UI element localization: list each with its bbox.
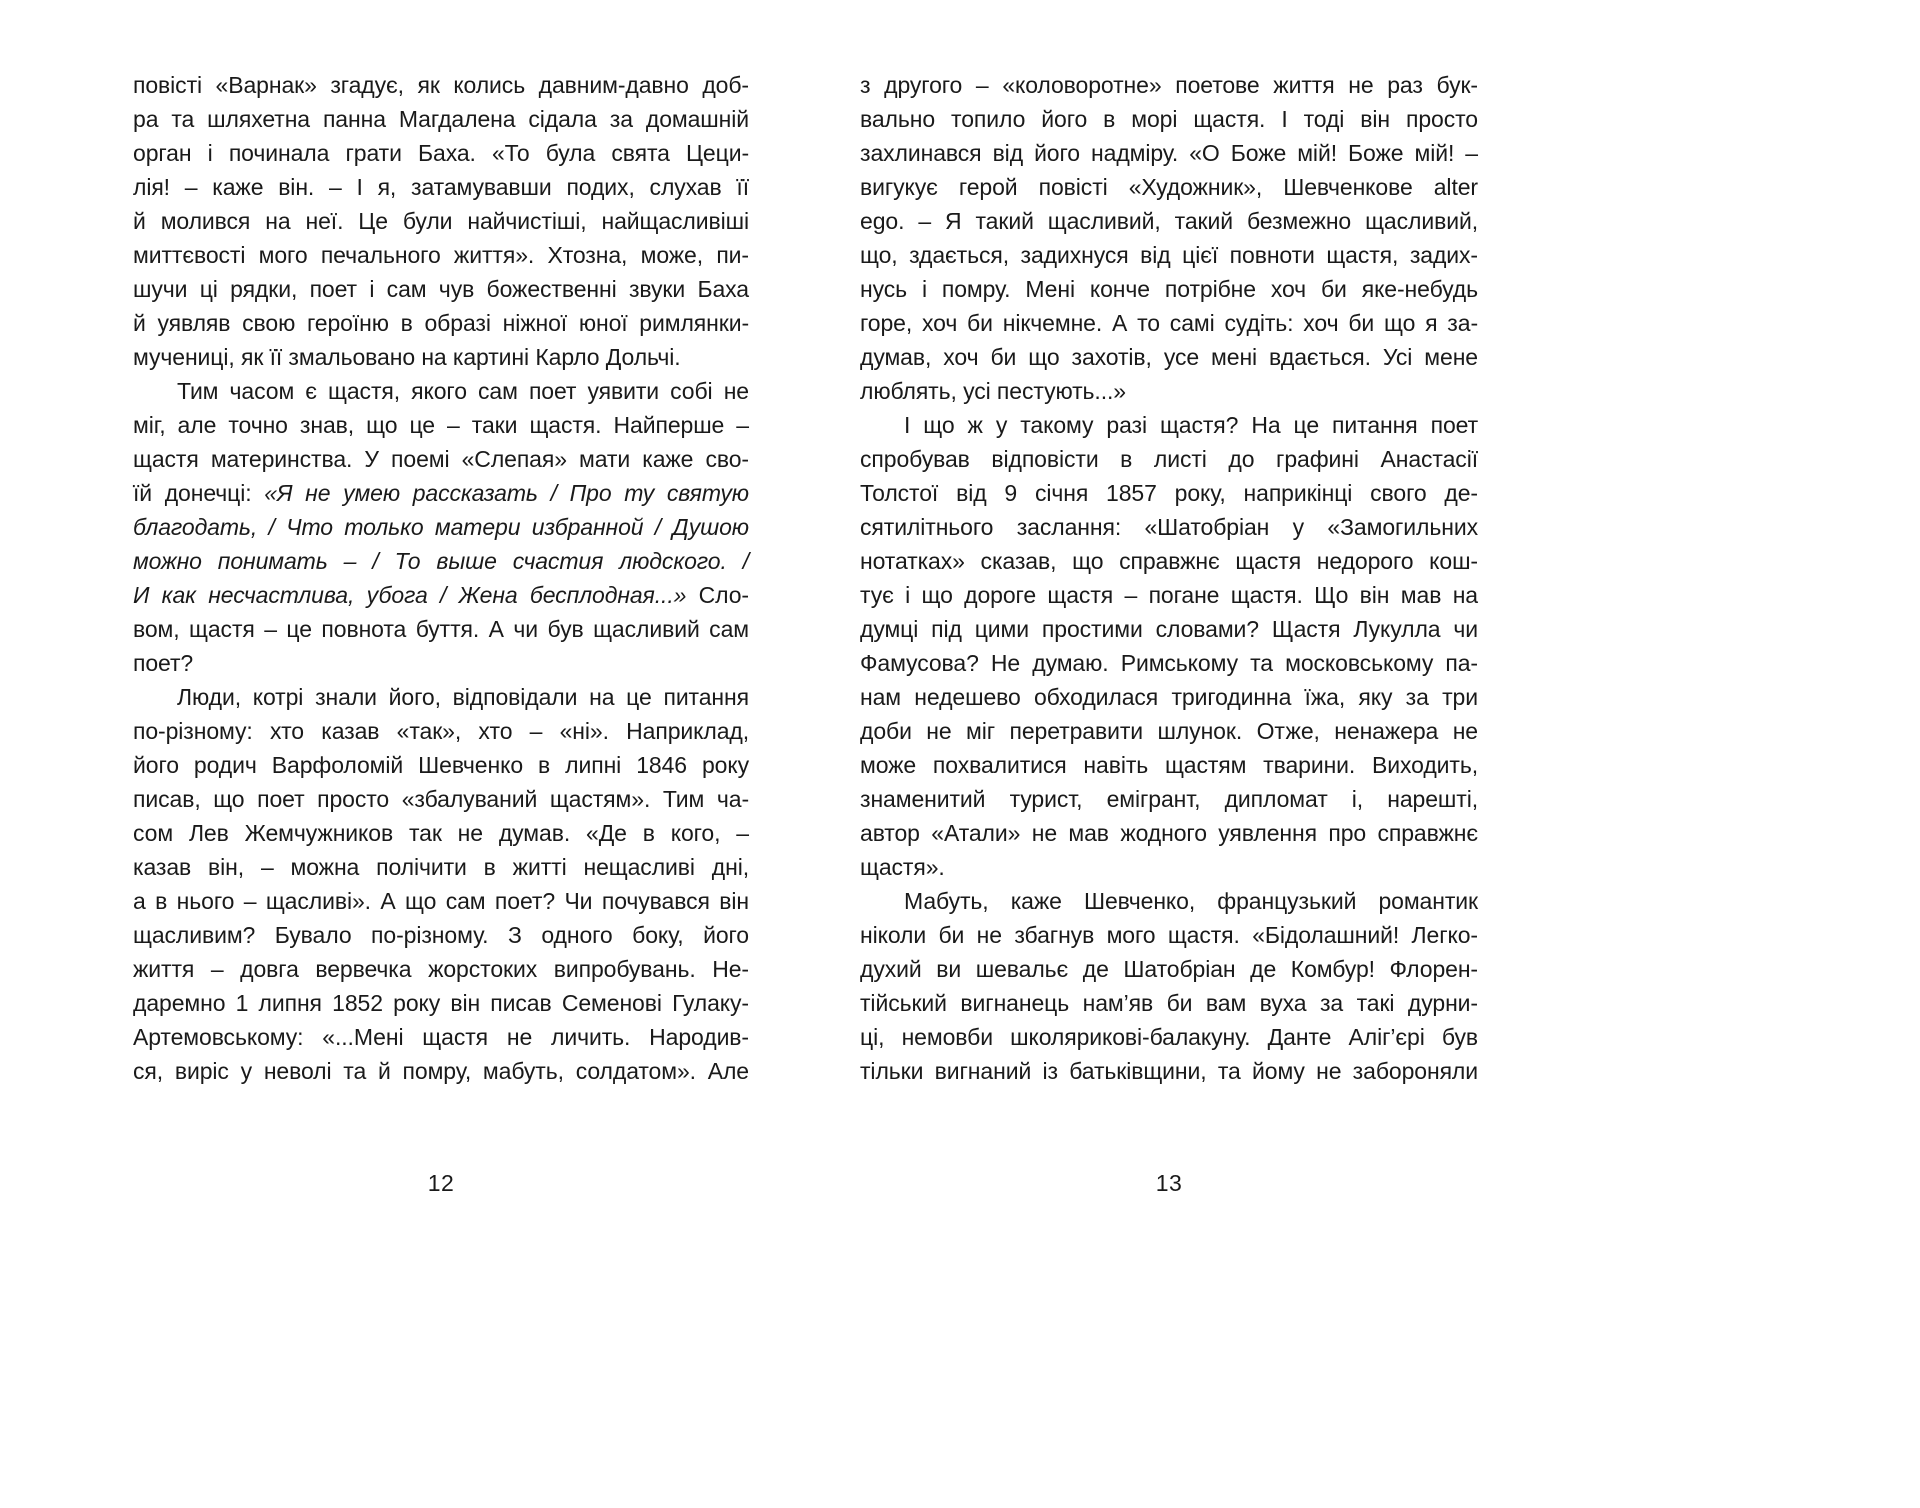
text-line (133, 136, 749, 170)
text-line (133, 374, 749, 408)
text-line (860, 884, 1478, 918)
page-number: 12 (427, 1170, 455, 1196)
text-line (133, 272, 749, 306)
text-segment: люблять, усі пестують...» (860, 378, 1126, 404)
text-line (860, 612, 1478, 646)
text-line (133, 612, 749, 646)
text-segment: нусь і помру. Мені конче потрібне хоч би яке-небудь (860, 276, 1478, 302)
text-line (133, 884, 749, 918)
text-segment: щастя». (860, 854, 945, 880)
text-line (860, 476, 1478, 510)
text-line (860, 578, 1478, 612)
text-segment: думці під цими простими словами? Щастя Лукулла чи (860, 616, 1478, 642)
page-text-column (133, 68, 749, 1088)
text-segment: доби не міг перетравити шлунок. Отже, ненажера не (860, 718, 1478, 744)
text-segment: поет? (133, 650, 194, 676)
text-line (133, 442, 749, 476)
text-line (133, 986, 749, 1020)
text-line (133, 68, 749, 102)
text-segment: Фамусова? Не думаю. Римському та московському па- (860, 650, 1478, 676)
text-line (860, 646, 1478, 680)
text-line (133, 306, 749, 340)
text-segment: їй донечці: (133, 480, 265, 506)
text-line (860, 340, 1478, 374)
text-segment: писав, що поет просто «збалуваний щастям». Тим ча- (133, 786, 749, 812)
text-segment: горе, хоч би нікчемне. А то самі судіть: хоч би що я за- (860, 310, 1478, 336)
text-segment: міг, але точно знав, що це – таки щастя. Найперше – (133, 412, 749, 438)
text-segment: може похвалитися навіть щастям тварини. Виходить, (860, 752, 1478, 778)
text-segment: миттєвості мого печального життя». Хтозна, може, пи- (133, 242, 749, 268)
text-segment: тільки вигнаний із батьківщини, та йому не забороняли (860, 1058, 1478, 1084)
text-line (133, 204, 749, 238)
text-segment: духий ви шевальє де Шатобріан де Комбур! Флорен- (860, 956, 1478, 982)
text-line (860, 306, 1478, 340)
text-line (133, 340, 749, 374)
text-segment: сом Лев Жемчужников так не думав. «Де в кого, – (133, 820, 749, 846)
text-line (133, 748, 749, 782)
text-segment: тійський вигнанець нам’яв би вам вуха за такі дурни- (860, 990, 1478, 1016)
page-number: 13 (1155, 1170, 1183, 1196)
text-line (133, 646, 749, 680)
text-line (133, 680, 749, 714)
text-line (133, 408, 749, 442)
text-line (860, 442, 1478, 476)
text-segment: Мабуть, каже Шевченко, французький романтик (904, 888, 1478, 914)
text-segment: вом, щастя – це повнота буття. А чи був щасливий сам (133, 616, 749, 642)
text-segment: його родич Варфоломій Шевченко в липні 1846 року (133, 752, 749, 778)
text-segment: тує і що дороге щастя – погане щастя. Що він мав на (860, 582, 1478, 608)
text-line (860, 714, 1478, 748)
page-text-column (860, 68, 1478, 1088)
text-segment: ego. – Я такий щасливий, такий безмежно щасливий, (860, 208, 1478, 234)
text-segment: нотатках» сказав, що справжнє щастя недорого кош- (860, 548, 1478, 574)
text-segment: мучениці, як її змальовано на картині Карло Дольчі. (133, 344, 681, 370)
text-line (133, 918, 749, 952)
text-segment: що, здається, задихнуся від цієї повноти щастя, задих- (860, 242, 1478, 268)
text-line (860, 816, 1478, 850)
text-line (860, 782, 1478, 816)
text-segment: шучи ці рядки, поет і сам чув божественні звуки Баха (133, 276, 749, 302)
verse-quote-segment: «Я не умею рассказать / Про ту святую (264, 480, 749, 506)
text-line (860, 68, 1478, 102)
text-line (860, 238, 1478, 272)
text-segment: сятилітнього заслання: «Шатобріан у «Замогильних (860, 514, 1478, 540)
text-segment: орган і починала грати Баха. «То була свята Цеци- (133, 140, 749, 166)
text-segment: вигукує герой повісті «Художник», Шевченкове alter (860, 174, 1478, 200)
text-line (133, 714, 749, 748)
text-segment: по-різному: хто казав «так», хто – «ні». Наприклад, (133, 718, 749, 744)
text-segment: ра та шляхетна панна Магдалена сідала за домашній (133, 106, 749, 132)
text-segment: й уявляв свою героїню в образі ніжної юної римлянки- (133, 310, 749, 336)
text-line (860, 102, 1478, 136)
text-segment: а в нього – щасливі». А що сам поет? Чи почувався він (133, 888, 749, 914)
text-segment: з другого – «коловоротне» поетове життя не раз бук- (860, 72, 1478, 98)
text-segment: казав він, – можна полічити в житті нещасливі дні, (133, 854, 749, 880)
text-segment: Сло- (686, 582, 749, 608)
text-segment: ніколи би не збагнув мого щастя. «Бідолашний! Легко- (860, 922, 1478, 948)
text-line (860, 170, 1478, 204)
text-line (133, 782, 749, 816)
text-segment: життя – довга вервечка жорстоких випробувань. Не- (133, 956, 749, 982)
text-segment: повісті «Варнак» згадує, як колись давним-давно доб- (133, 72, 749, 98)
text-segment: Люди, котрі знали його, відповідали на це питання (177, 684, 749, 710)
text-line (133, 102, 749, 136)
text-line (133, 544, 749, 578)
text-segment: й молився на неї. Це були найчистіші, найщасливіші (133, 208, 749, 234)
text-segment: щастя материнства. У поемі «Слепая» мати каже сво- (133, 446, 749, 472)
text-line (133, 850, 749, 884)
text-line (860, 544, 1478, 578)
verse-quote-segment: благодать, / Что только матери избранной / Душою (133, 514, 749, 540)
text-segment: даремно 1 липня 1852 року він писав Семенові Гулаку- (133, 990, 749, 1016)
text-line (860, 408, 1478, 442)
text-segment: Артемовському: «...Мені щастя не личить. Народив- (133, 1024, 749, 1050)
text-line (860, 850, 1478, 884)
text-line (133, 1054, 749, 1088)
text-segment: Тим часом є щастя, якого сам поет уявити собі не (177, 378, 749, 404)
book-page-13 (860, 68, 1478, 1196)
text-line (860, 952, 1478, 986)
text-line (133, 476, 749, 510)
text-segment: спробував відповісти в листі до графині Анастасії (860, 446, 1478, 472)
text-line (133, 578, 749, 612)
text-line (860, 748, 1478, 782)
text-line (860, 986, 1478, 1020)
text-line (860, 918, 1478, 952)
text-segment: думав, хоч би що захотів, усе мені вдається. Усі мене (860, 344, 1478, 370)
text-segment: І що ж у такому разі щастя? На це питання поет (904, 412, 1478, 438)
text-segment: захлинався від його надміру. «О Боже мій! Боже мій! – (860, 140, 1478, 166)
text-line (860, 1054, 1478, 1088)
text-segment: знаменитий турист, емігрант, дипломат і, нарешті, (860, 786, 1478, 812)
text-segment: Толстої від 9 січня 1857 року, наприкінці свого де- (860, 480, 1478, 506)
text-line (860, 272, 1478, 306)
text-line (133, 510, 749, 544)
text-line (133, 170, 749, 204)
text-segment: вально топило його в морі щастя. І тоді він просто (860, 106, 1478, 132)
text-segment: щасливим? Бувало по-різному. З одного боку, його (133, 922, 749, 948)
text-segment: нам недешево обходилася тригодинна їжа, яку за три (860, 684, 1478, 710)
text-line (133, 816, 749, 850)
text-line (860, 374, 1478, 408)
verse-quote-segment: можно понимать – / То выше счастия людского. / (133, 548, 749, 574)
text-line (860, 204, 1478, 238)
text-line (133, 238, 749, 272)
text-segment: ся, виріс у неволі та й помру, мабуть, солдатом». Але (133, 1058, 749, 1084)
text-line (860, 1020, 1478, 1054)
book-page-12 (133, 68, 749, 1196)
text-line (860, 136, 1478, 170)
verse-quote-segment: И как несчастлива, убога / Жена бесплодная...» (133, 582, 687, 608)
text-segment: лія! – каже він. – І я, затамувавши подих, слухав її (133, 174, 749, 200)
text-segment: автор «Атали» не мав жодного уявлення про справжнє (860, 820, 1478, 846)
text-segment: ці, немовби школярикові-балакуну. Данте Аліг’єрі був (860, 1024, 1478, 1050)
text-line (860, 510, 1478, 544)
text-line (133, 952, 749, 986)
text-line (133, 1020, 749, 1054)
text-line (860, 680, 1478, 714)
